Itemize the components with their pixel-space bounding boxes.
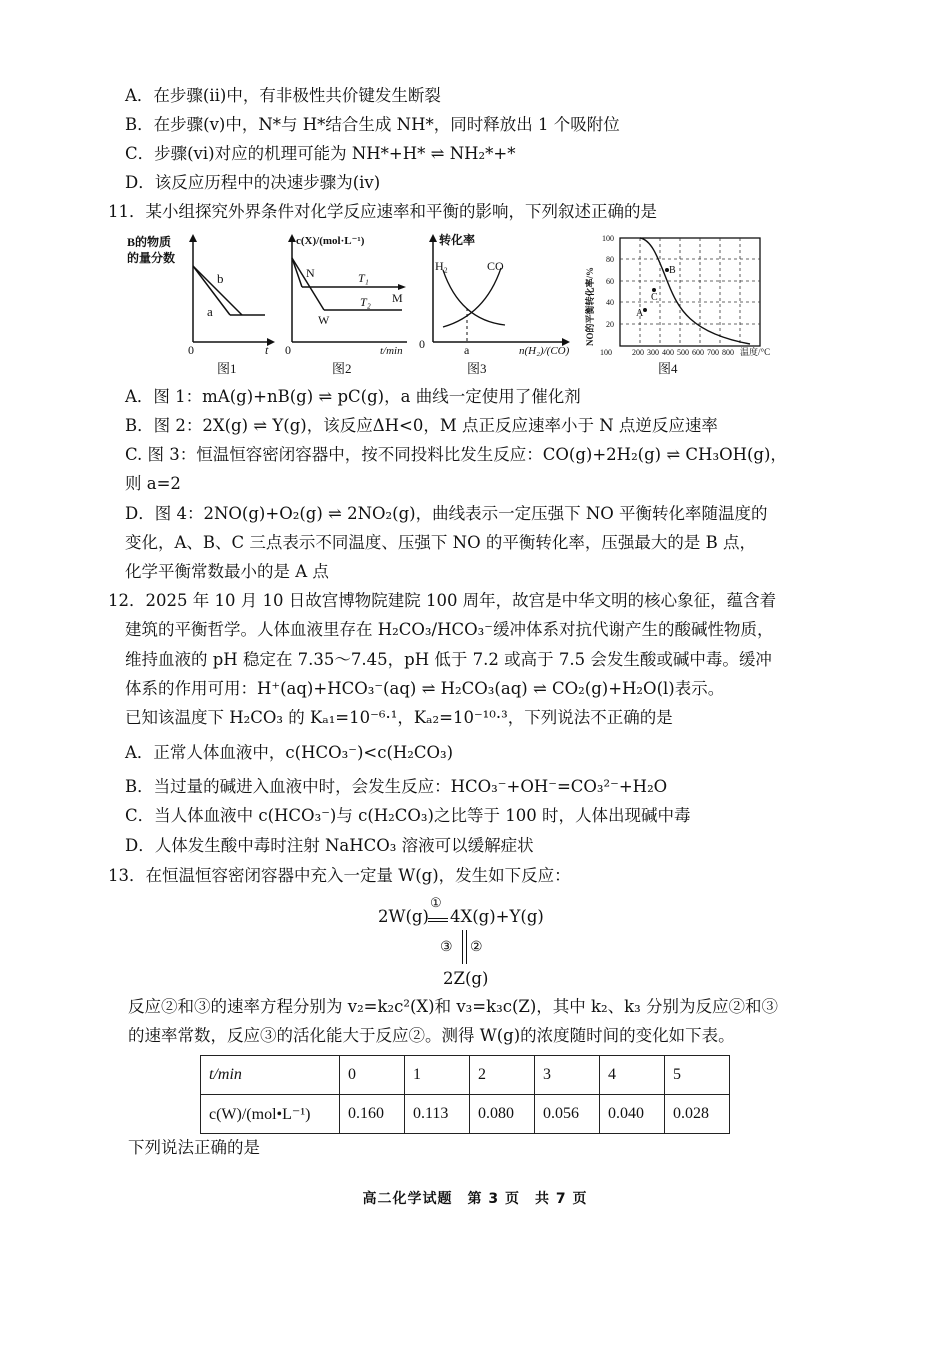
q12-option-d: D．人体发生酸中毒时注射 NaHCO₃ 溶液可以缓解症状: [125, 836, 534, 855]
fig4-ytick: 100: [602, 234, 614, 243]
fig4-ytick: 80: [606, 255, 614, 264]
q10-option-a: A．在步骤(ⅱ)中，有非极性共价键发生断裂: [125, 86, 441, 105]
fig4-ytick: 60: [606, 277, 614, 286]
fig1-ylabel: B的物质: [127, 235, 172, 249]
scheme-label-2: ②: [470, 939, 483, 955]
table-cell: 0: [340, 1056, 405, 1095]
scheme-z: 2Z(g): [443, 969, 489, 988]
q12-stem-line: 维持血液的 pH 稳定在 7.35～7.45，pH 低于 7.2 或高于 7.5 会发生酸或碱中毒。缓冲: [125, 650, 772, 669]
fig4-ytick: 40: [606, 298, 614, 307]
table-cell: 0.080: [470, 1095, 535, 1134]
table-cell: 2: [470, 1056, 535, 1095]
q11-option-d-cont: 变化，A、B、C 三点表示不同温度、压强下 NO 的平衡转化率，压强最大的是 B 点，: [125, 533, 756, 552]
fig1-caption: 图1: [217, 361, 237, 376]
table-cell: 5: [665, 1056, 730, 1095]
q11-option-b: B．图 2：2X(g) ⇌ Y(g)，该反应ΔH<0，M 点正反应速率小于 N 点逆反应速率: [125, 416, 718, 435]
fig1-label-a: a: [207, 304, 213, 319]
fig4-xlabel: 温度/°C: [740, 347, 771, 357]
figure-4: [580, 228, 795, 378]
fig4-point-a: A: [636, 308, 644, 319]
q11-option-c-cont: 则 a=2: [125, 474, 181, 493]
scheme-product: 4X(g)+Y(g): [450, 907, 544, 926]
fig4-point-b: B: [669, 265, 676, 276]
scheme-label-3: ③: [440, 939, 453, 955]
fig3-h2-label: H₂: [435, 259, 448, 273]
fig1-ylabel2: 的量分数: [127, 251, 176, 265]
table-header: c(W)/(mol•L⁻¹): [201, 1095, 340, 1134]
table-cell: 0.028: [665, 1095, 730, 1134]
fig4-curve: [640, 238, 750, 344]
fig2-caption: 图2: [332, 361, 352, 376]
q13-text: 反应②和③的速率方程分别为 v₂=k₂c²(X)和 v₃=k₃c(Z)，其中 k₂、k₃ 分别为反应②和③: [128, 997, 779, 1016]
fig1-origin: 0: [188, 343, 194, 357]
fig4-caption: 图4: [658, 361, 678, 376]
q13-question: 下列说法正确的是: [128, 1138, 260, 1157]
fig4-xtick: 800: [722, 348, 734, 357]
fig4-xtick: 200: [632, 348, 644, 357]
fig1-label-b: b: [217, 271, 224, 286]
q11-option-d-cont2: 化学平衡常数最小的是 A 点: [125, 562, 329, 581]
table-cell: 0.056: [535, 1095, 600, 1134]
table-header: t/min: [201, 1056, 340, 1095]
q12-stem-line: 12．2025 年 10 月 10 日故宫博物院建院 100 周年，故宫是中华文明的核心象征，蕴含着: [108, 591, 777, 610]
fig4-ytick: 20: [606, 320, 614, 329]
fig4-xtick: 600: [692, 348, 704, 357]
reversible-arrow-vertical: [462, 930, 467, 964]
table-row: [201, 1056, 730, 1095]
fig4-xtick: 700: [707, 348, 719, 357]
q11-option-c: C. 图 3：恒温恒容密闭容器中，按不同投料比发生反应：CO(g)+2H₂(g) ⇌ CH₃OH(g)，: [125, 445, 787, 464]
q12-option-b: B．当过量的碱进入血液中时，会发生反应：HCO₃⁻+OH⁻=CO₃²⁻+H₂O: [125, 777, 668, 796]
page-footer: 高二化学试题 第 3 页 共 7 页: [362, 1191, 588, 1207]
fig3-ylabel: 转化率: [439, 233, 476, 247]
fig3-origin: 0: [419, 337, 425, 351]
concentration-table: [200, 1055, 730, 1134]
scheme-label-1: ①: [430, 896, 442, 911]
table-cell: 0.160: [340, 1095, 405, 1134]
fig2-origin: 0: [285, 343, 291, 357]
q11-option-a: A．图 1：mA(g)+nB(g) ⇌ pC(g)，a 曲线一定使用了催化剂: [125, 387, 581, 406]
q13-text: 的速率常数，反应③的活化能大于反应②。测得 W(g)的浓度随时间的变化如下表。: [128, 1026, 735, 1045]
fig2-point-w: W: [318, 313, 330, 327]
fig3-a: a: [464, 343, 470, 357]
fig4-point-c: C: [651, 292, 658, 303]
fig2-t2: T₂: [360, 295, 371, 309]
fig1-xlabel: t: [265, 343, 269, 357]
fig4-xtick: 400: [662, 348, 674, 357]
table-cell: 4: [600, 1056, 665, 1095]
scheme-reactant: 2W(g): [378, 907, 429, 926]
q12-stem-line: 已知该温度下 H₂CO₃ 的 Kₐ₁=10⁻⁶·¹，Kₐ₂=10⁻¹⁰·³，下列说法不正确的是: [125, 708, 673, 727]
q12-option-a: A．正常人体血液中，c(HCO₃⁻)<c(H₂CO₃): [125, 743, 454, 762]
q11-stem: 11．某小组探究外界条件对化学反应速率和平衡的影响，下列叙述正确的是: [108, 202, 657, 221]
fig2-t1: T₁: [358, 271, 369, 285]
table-cell: 1: [405, 1056, 470, 1095]
figure-3: [415, 230, 590, 378]
fig4-xtick: 100: [600, 348, 612, 357]
q12-stem-line: 建筑的平衡哲学。人体血液里存在 H₂CO₃/HCO₃⁻缓冲体系对抗代谢产生的酸碱性物质，: [125, 620, 774, 639]
q10-option-d: D．该反应历程中的决速步骤为(ⅳ): [125, 173, 381, 192]
fig4-xtick: 500: [677, 348, 689, 357]
figure-2: [282, 230, 422, 378]
fig3-co-label: CO: [487, 259, 504, 273]
fig4-xtick: 300: [647, 348, 659, 357]
table-cell: 0.113: [405, 1095, 470, 1134]
fig2-ylabel: c(X)/(mol·L⁻¹): [296, 235, 365, 247]
table-cell: 0.040: [600, 1095, 665, 1134]
q12-stem-line: 体系的作用可用：H⁺(aq)+HCO₃⁻(aq) ⇌ H₂CO₃(aq) ⇌ CO₂(g)+H₂O(l)表示。: [125, 679, 725, 698]
fig3-caption: 图3: [467, 361, 487, 376]
table-cell: 3: [535, 1056, 600, 1095]
q10-option-b: B．在步骤(ⅴ)中，N*与 H*结合生成 NH*，同时释放出 1 个吸附位: [125, 115, 620, 134]
equals-sign: [428, 918, 448, 922]
q13-stem: 13．在恒温恒容密闭容器中充入一定量 W(g)，发生如下反应：: [108, 866, 571, 885]
q12-option-c: C．当人体血液中 c(HCO₃⁻)与 c(H₂CO₃)之比等于 100 时，人体出现碱中毒: [125, 806, 691, 825]
q11-option-d: D．图 4：2NO(g)+O₂(g) ⇌ 2NO₂(g)，曲线表示一定压强下 NO 平衡转化率随温度的: [125, 504, 768, 523]
figure-1: [125, 230, 285, 378]
fig2-point-m: M: [392, 291, 403, 305]
fig3-xlabel: n(H₂)/(CO): [519, 345, 570, 357]
fig2-xlabel: t/min: [380, 345, 403, 357]
q10-option-c: C．步骤(ⅵ)对应的机理可能为 NH*+H* ⇌ NH₂*+*: [125, 144, 516, 163]
fig2-point-n: N: [306, 266, 315, 280]
table-row: [201, 1095, 730, 1134]
fig4-ylabel: NO的平衡转化率/%: [585, 266, 595, 346]
